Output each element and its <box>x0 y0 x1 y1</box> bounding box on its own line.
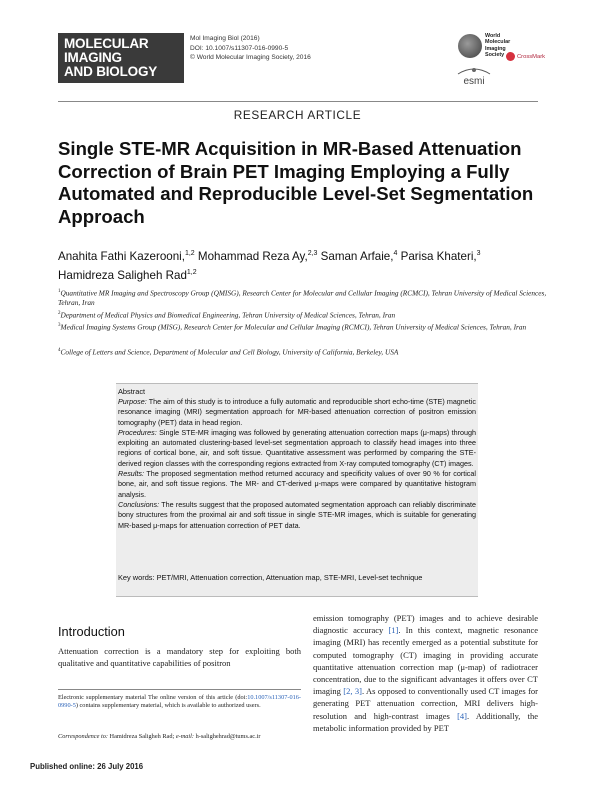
esmi-logo <box>454 64 494 88</box>
affiliation-text: Quantitative MR Imaging and Spectroscopy Group (QMISG), Research Center for Molecular and Cellular Imaging (RCMCI), Tehran University of Medical Sciences, Tehran, Iran <box>58 288 547 308</box>
journal-meta <box>190 34 311 63</box>
citation-link[interactable]: [4] <box>457 710 467 721</box>
logo-line-2: IMAGING <box>64 50 122 65</box>
keywords <box>118 573 476 582</box>
affiliation-2 <box>58 309 558 320</box>
author-affil-sup: 3 <box>476 250 481 257</box>
citation-link[interactable]: [2, 3] <box>343 686 362 697</box>
purpose-text: The aim of this study is to introduce a fully automatic and reproducible short echo-time (STE) magnetic resonance imaging (MRI) segmentation approach for MR-based attenuation correction of positron emission tomography (PET) data in head region. <box>118 397 476 427</box>
footnote-divider <box>58 689 301 690</box>
society-line-1: World <box>485 33 501 39</box>
author-name: Saman Arfaie, <box>317 249 394 263</box>
affiliation-4 <box>58 346 558 357</box>
esmi-label: esmi <box>463 76 485 87</box>
introduction-heading: Introduction <box>58 624 125 639</box>
logo-line-3: AND BIOLOGY <box>64 64 158 79</box>
intro-text: . In this context, magnetic resonance imaging (MRI) has recently emerged as a potential substitute for computed tomography (CT) imaging in providing accurate quantitative attenuation correction map (μ-map) of radiotracer concentration, due to the significant advantages it offers over CT imaging <box>313 625 538 697</box>
purpose-label: Purpose: <box>118 397 147 406</box>
affiliation-text: Department of Medical Physics and Biomedical Engineering, Tehran University of Medical Sciences, Tehran, Iran <box>60 310 396 320</box>
procedures-text: Single STE-MR imaging was followed by generating attenuation correction maps (μ-maps) through exploiting an automated clustering-based level-set segmentation approach to classify head images into three regions of cortical bone, air, and soft tissue. Quantitative assessment was performed by comparing the STE-derived region classes with the corresponding regions extracted from X-ray computed tomography (CT) images. <box>118 427 476 468</box>
society-line-3: Imaging <box>485 45 506 52</box>
results-label: Results: <box>118 469 144 479</box>
affiliation-sup: 3 <box>58 323 61 328</box>
affiliation-sup: 4 <box>58 348 61 353</box>
journal-ref: Mol Imaging Biol (2016) <box>190 35 260 42</box>
author-affil-sup: 1,2 <box>184 250 195 257</box>
article-type: RESEARCH ARTICLE <box>233 108 362 122</box>
keywords-label: Key words: <box>118 573 155 582</box>
intro-text: . Additionally, the metabolic information provided by PET <box>313 710 538 733</box>
intro-text: . As opposed to conventionally used CT images for generating PET attenuation correction, MRI delivers high-resolution and high-contrast images <box>313 686 538 721</box>
doi-line: DOI: 10.1007/s11307-016-0990-5 <box>190 44 289 52</box>
society-line-2: Molecular <box>485 39 511 46</box>
author-name: Hamidreza Saligheh Rad <box>58 268 187 282</box>
published-online: Published online: 26 July 2016 <box>30 762 144 771</box>
keywords-text: PET/MRI, Attenuation correction, Attenuation map, STE-MRI, Level-set technique <box>154 573 423 582</box>
author-affil-sup: 1,2 <box>186 268 197 276</box>
intro-left-column: Attenuation correction is a mandatory step for exploiting both qualitative and quantitative capabilities of positron <box>58 646 301 669</box>
affiliation-3 <box>58 321 558 332</box>
esm-doi-link[interactable]: 10.1007/s11307-016-0990-5 <box>58 694 301 710</box>
procedures-label: Procedures: <box>118 427 157 437</box>
author-name: Parisa Khateri, <box>397 249 477 263</box>
affiliation-sup: 2 <box>58 311 61 316</box>
logo-line-1: MOLECULAR <box>64 36 149 51</box>
intro-right-column <box>313 612 538 734</box>
author-affil-sup: 4 <box>393 250 398 257</box>
correspondence-label: Correspondence to: <box>58 733 108 740</box>
esm-footnote <box>58 694 301 711</box>
citation-link[interactable]: [1] <box>388 625 399 636</box>
esm-text: ) contains supplementary material, which is available to authorized users. <box>75 702 261 710</box>
abstract-heading: Abstract <box>118 387 146 396</box>
society-globe-icon <box>458 34 482 58</box>
affiliation-1 <box>58 287 558 308</box>
author-name: Mohammad Reza Ay, <box>194 249 308 263</box>
crossmark-label: CrossMark <box>517 54 546 61</box>
journal-logo <box>58 33 184 83</box>
author-name: Anahita Fathi Kazerooni, <box>58 249 185 263</box>
author-list <box>58 246 538 284</box>
abstract-body <box>118 397 476 531</box>
intro-text: emission tomography (PET) images and to achieve desirable diagnostic accuracy <box>313 613 538 636</box>
author-affil-sup: 2,3 <box>307 250 318 257</box>
results-text: The proposed segmentation method returned accuracy and specificity values of over 90 % for cortical bone, air, and soft tissue regions. The MR- and CT-derived μ-maps were compared by quantitative histogram analysis. <box>118 469 476 499</box>
header-divider <box>58 101 538 102</box>
correspondence-footnote <box>58 733 301 741</box>
crossmark-icon <box>506 52 515 61</box>
correspondence-name: Hamidreza Saligheh Rad; <box>107 733 176 740</box>
affiliation-sup: 1 <box>58 289 61 294</box>
copyright-line: © World Molecular Imaging Society, 2016 <box>190 54 311 61</box>
affiliation-text: College of Letters and Science, Department of Molecular and Cell Biology, University of California, Berkeley, USA <box>60 347 399 357</box>
email-address[interactable]: h-salighehrad@tums.ac.ir <box>194 733 261 740</box>
conclusions-label: Conclusions: <box>118 499 160 509</box>
crossmark-badge[interactable] <box>506 52 545 61</box>
affiliation-text: Medical Imaging Systems Group (MISG), Research Center for Molecular and Cellular Imaging (RCMCI), Tehran University of Medical Sciences, Tehran, Iran <box>60 322 527 332</box>
email-label: e-mail: <box>175 733 195 740</box>
paper-title: Single STE-MR Acquisition in MR-Based Attenuation Correction of Brain PET Imaging Employing a Fully Automated and Reproducible Level-Set Segmentation Approach <box>58 138 534 227</box>
esm-text: Electronic supplementary material The online version of this article (doi: <box>58 694 248 701</box>
conclusions-text: The results suggest that the proposed automated segmentation approach can reliably discriminate bony structures from the proximal air and soft tissue in single STE-MR images, which is suitable for generating MR-based μ-maps for attenuation correction of PET data. <box>118 499 476 530</box>
society-line-4: Society <box>485 52 505 59</box>
